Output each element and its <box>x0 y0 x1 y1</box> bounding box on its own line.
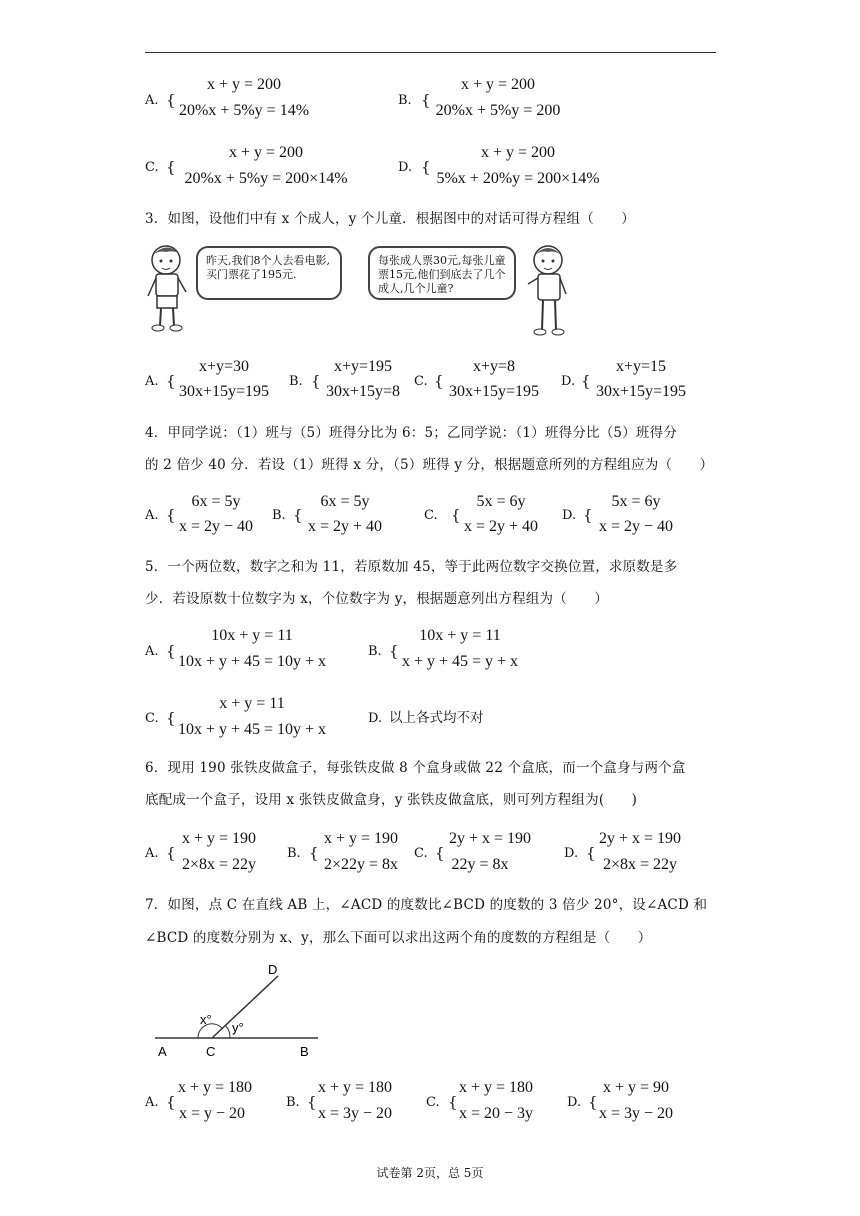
brace-icon: { <box>293 506 303 524</box>
equation-line-1: x + y = 180 <box>177 1079 253 1096</box>
equation-line-1: x + y = 11 <box>219 695 285 712</box>
equation-line-1: x + y = 200 <box>480 144 556 161</box>
brace-icon: { <box>166 158 176 176</box>
equation-line-2: x + y + 45 = y + x <box>401 653 519 670</box>
q6-line-1: 6．现用 190 张铁皮做盒子，每张铁皮做 8 个盒身或做 22 个盒底，而一个盒身与两个盒 <box>145 760 686 776</box>
option-label: B. <box>289 374 303 389</box>
option-label: A. <box>145 93 159 108</box>
equation-line-2: 10x + y + 45 = 10y + x <box>177 653 327 670</box>
option-label: D. <box>567 1095 582 1110</box>
brace-icon: { <box>448 1093 458 1111</box>
brace-icon: { <box>166 709 176 727</box>
equation-line-1: 10x + y = 11 <box>211 627 293 644</box>
equation-line-2: 2×22y = 8x <box>323 856 399 873</box>
q4-line-2: 的 2 倍少 40 分．若设（1）班得 x 分，（5）班得 y 分，根据题意所列的方程组应为（ ） <box>145 457 714 473</box>
option-label: B. <box>287 846 301 861</box>
equation-line-2: 30x+15y=195 <box>178 383 270 400</box>
option-label: A. <box>145 846 159 861</box>
equation-line-2: 10x + y + 45 = 10y + x <box>177 721 327 738</box>
equation-line-2: 20%x + 5%y = 200×14% <box>184 170 348 187</box>
equation-line-1: x+y=30 <box>198 358 250 375</box>
boy-left-icon <box>140 240 200 335</box>
brace-icon: { <box>166 1093 176 1111</box>
brace-icon: { <box>451 506 461 524</box>
brace-icon: { <box>166 844 176 862</box>
header-rule <box>145 52 716 53</box>
equation-line-1: x + y = 180 <box>458 1079 534 1096</box>
brace-icon: { <box>166 642 176 660</box>
equation-line-1: x + y = 90 <box>602 1079 670 1096</box>
angle-arc-y <box>226 1026 230 1038</box>
equation-line-1: x + y = 180 <box>317 1079 393 1096</box>
equation-line-2: x = 2y + 40 <box>463 518 539 535</box>
equation-line-2: 20%x + 5%y = 200 <box>435 102 561 119</box>
option-label: C. <box>145 160 159 175</box>
option-label: D. <box>562 508 577 523</box>
equation-line-2: 2×8x = 22y <box>181 856 257 873</box>
brace-icon: { <box>166 372 176 390</box>
equation-line-1: 2y + x = 190 <box>448 830 532 847</box>
option-label: D. <box>561 374 576 389</box>
q5-line-1: 5．一个两位数，数字之和为 11，若原数加 45，等于此两位数字交换位置，求原数是多 <box>145 559 678 575</box>
equation-line-1: x+y=8 <box>472 358 516 375</box>
equation-line-2: x = 3y − 20 <box>598 1105 674 1122</box>
option-label: A. <box>145 374 159 389</box>
equation-line-2: x = 3y − 20 <box>317 1105 393 1122</box>
equation-line-1: 5x = 6y <box>611 493 661 510</box>
speech-bubble-right: 每张成人票30元,每张儿童票15元,他们到底去了几个成人,几个儿童? <box>368 246 516 300</box>
equation-line-1: x+y=15 <box>615 358 667 375</box>
point-c-label: C <box>206 1044 216 1059</box>
brace-icon: { <box>166 506 176 524</box>
equation-line-1: 2y + x = 190 <box>598 830 682 847</box>
brace-icon: { <box>307 1093 317 1111</box>
equation-line-1: 5x = 6y <box>476 493 526 510</box>
equation-line-2: 20%x + 5%y = 14% <box>178 102 310 119</box>
angle-y-label: y° <box>232 1020 244 1035</box>
option-label: C. <box>414 846 428 861</box>
equation-line-1: 10x + y = 11 <box>419 627 501 644</box>
equation-line-1: 6x = 5y <box>191 493 241 510</box>
brace-icon: { <box>421 158 431 176</box>
option-label: B. <box>398 93 412 108</box>
equation-line-1: x + y = 190 <box>181 830 257 847</box>
q7-line-2: ∠BCD 的度数分别为 x、y，那么下面可以求出这两个角的度数的方程组是（ ） <box>145 930 652 946</box>
brace-icon: { <box>389 642 399 660</box>
point-d-label: D <box>268 962 278 977</box>
option-label: D. <box>398 160 413 175</box>
equation-line-2: x = 20 − 3y <box>458 1105 534 1122</box>
speech-bubble-left: 昨天,我们8个人去看电影,买门票花了195元. <box>196 246 342 300</box>
brace-icon: { <box>434 372 444 390</box>
q7-line-1: 7．如图，点 C 在直线 AB 上，∠ACD 的度数比∠BCD 的度数的 3 倍少 20°，设∠ACD 和 <box>145 897 708 913</box>
option-label: A. <box>145 508 159 523</box>
option-label: B. <box>286 1095 300 1110</box>
angle-x-label: x° <box>200 1012 212 1027</box>
option-label: D. <box>564 846 579 861</box>
angle-figure <box>150 958 330 1062</box>
brace-icon: { <box>311 372 321 390</box>
equation-line-1: x + y = 200 <box>206 76 282 93</box>
ray-cd <box>212 976 278 1038</box>
point-a-label: A <box>158 1044 167 1059</box>
equation-line-2: 30x+15y=8 <box>325 383 401 400</box>
equation-line-2: x = y − 20 <box>178 1105 246 1122</box>
boy-right-icon <box>518 240 578 338</box>
q3-text: 3．如图，设他们中有 x 个成人，y 个儿童．根据图中的对话可得方程组（ ） <box>145 211 636 227</box>
equation-line-2: 30x+15y=195 <box>448 383 540 400</box>
brace-icon: { <box>435 844 445 862</box>
q5-line-2: 少．若设原数十位数字为 x，个位数字为 y，根据题意列出方程组为（ ） <box>145 591 609 607</box>
q3-figure <box>140 240 720 340</box>
equation-line-1: x + y = 200 <box>460 76 536 93</box>
brace-icon: { <box>166 91 176 109</box>
brace-icon: { <box>586 844 596 862</box>
equation-line-2: 22y = 8x <box>451 856 509 873</box>
equation-line-1: x + y = 190 <box>323 830 399 847</box>
option-label: C. <box>145 711 159 726</box>
equation-line-1: x + y = 200 <box>228 144 304 161</box>
equation-line-2: x = 2y − 40 <box>598 518 674 535</box>
option-label: C. <box>414 374 428 389</box>
equation-line-2: 5%x + 20%y = 200×14% <box>436 170 600 187</box>
brace-icon: { <box>421 91 431 109</box>
option-label: B. <box>368 644 382 659</box>
equation-line-2: x = 2y + 40 <box>307 518 383 535</box>
option-label: A. <box>145 1095 159 1110</box>
option-label: C. <box>424 508 438 523</box>
option-label: A. <box>145 644 159 659</box>
brace-icon: { <box>588 1093 598 1111</box>
q6-line-2: 底配成一个盒子，设用 x 张铁皮做盒身，y 张铁皮做盒底，则可列方程组为( ) <box>145 792 638 808</box>
equation-line-2: 30x+15y=195 <box>595 383 687 400</box>
page-footer: 试卷第 2页，总 5页 <box>376 1166 484 1180</box>
option-label: C. <box>426 1095 440 1110</box>
option-label: D. <box>368 711 383 726</box>
equation-line-1: x+y=195 <box>333 358 393 375</box>
equation-line-2: x = 2y − 40 <box>178 518 254 535</box>
option-text: 以上各式均不对 <box>389 710 484 726</box>
equation-line-1: 6x = 5y <box>320 493 370 510</box>
equation-line-2: 2×8x = 22y <box>602 856 678 873</box>
brace-icon: { <box>309 844 319 862</box>
option-label: B. <box>272 508 286 523</box>
brace-icon: { <box>581 372 591 390</box>
brace-icon: { <box>583 506 593 524</box>
q4-line-1: 4．甲同学说：（1）班与（5）班得分比为 6：5；乙同学说：（1）班得分比（5）班得分 <box>145 425 678 441</box>
point-b-label: B <box>300 1044 309 1059</box>
